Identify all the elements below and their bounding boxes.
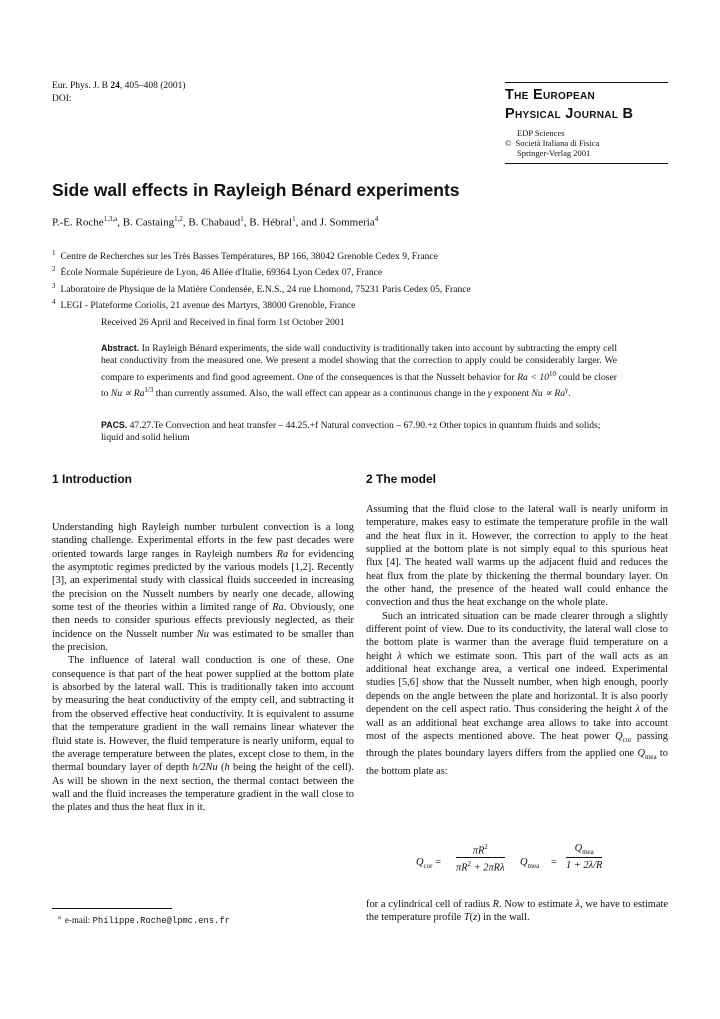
author: B. Chabaud — [188, 216, 241, 229]
model-text-continued — [366, 898, 668, 925]
author: J. Sommeria — [319, 216, 375, 229]
journal-reference: Eur. Phys. J. B 24, 405–408 (2001) DOI: — [52, 81, 186, 104]
abstract-label: Abstract. — [101, 343, 140, 353]
equation-qcor: $Q_{cor}$ = $\pi R^2$ $\pi R^2 + 2\pi R\lambda$ $Q_{mea}$ = $Q_{mea}$ 1 + 2λ/R — [416, 843, 603, 874]
footnote: $^a$ e-mail: Philippe.Roche@lpmc.ens.fr — [58, 914, 230, 926]
journal-title-line1: The European — [505, 87, 596, 103]
email-link[interactable]: Philippe.Roche@lpmc.ens.fr — [92, 916, 230, 926]
copyright-icon: © — [505, 138, 512, 148]
journal-title-line2: Physical Journal B — [505, 106, 634, 122]
affiliation: $^4$ LEGI - Plateforme Coriolis, 21 avenue des Martyrs, 38000 Grenoble, France — [52, 298, 356, 312]
affiliation: $^2$ École Normale Supérieure de Lyon, 46 Allée d'Italie, 69364 Lyon Cedex 07, France — [52, 265, 383, 279]
section-heading-introduction: 1 Introduction — [52, 472, 132, 486]
received-dates: Received 26 April and Received in final form 1st October 2001 — [101, 317, 345, 328]
paragraph: Such an intricated situation can be made clearer through a slightly different point of view. Due to its conductivity, the lateral wall close to the bottom plate is warmer than the average fluid temperature on a height λ which we estimate soon. This part of the wall acts as an additional heat exchange area, a vertical one indeed. Experimental studies [5,6] show that the Nusselt number, when high enough, poorly depends on the angle between the plate and horizontal. It is also poorly dependent on the cell aspect ratio. Thus considering the height λ of the wall as an additional heat exchange area allows to take into account most of the aspects mentioned above. The heat power $Q_{cor}$ passing through the plates boundary layers differs from the applied one $Q_{mea}$ to the bottom plate as: — [366, 610, 669, 777]
model-text — [366, 503, 668, 778]
journal-masthead — [505, 82, 668, 164]
paragraph: The influence of lateral wall conduction is one of these. One consequence is that part of the heat power supplied at the bottom plate is absorbed by the lateral wall. This is traditionally taken into account by measuring the heat conductivity of the empty cell, and subtracting it from the observed effective heat conductivity. It is equivalent to assume that the temperature gradient in the wall remains linear whatever the fluid state is. However, the fluid temperature is nearly uniform, equal to the average temperature between the plates, except close to them, in the thermal boundary layer of depth h/2Nu (h being the height of the cell). As will be shown in the next section, the thermal contact between the wall and the fluid increases the temperature gradient in the wall close to the plates and thus the heat flux in it. — [52, 655, 354, 814]
footnote-divider — [52, 908, 172, 909]
publishers: EDP Sciences © Società Italiana di Fisica Springer-Verlag 2001 — [505, 128, 600, 158]
abstract: Abstract. In Rayleigh Bénard experiments, the side wall conductivity is traditionally taken into account by subtracting the empty cell heat conductivity from the measured one. We present a model showing that the correction to apply could be considerably larger. We compare to experiments and find good agreement. One of the consequences is that the Nusselt behavior for $Ra < 10^{10}$ could be closer to $Nu \propto Ra^{1/3}$ than currently assumed. Also, the wall effect can appear as a continuous change in the γ exponent $Nu \propto Ra^\gamma$. — [101, 343, 617, 400]
section-heading-model: 2 The model — [366, 472, 437, 486]
affiliations — [52, 247, 471, 313]
paragraph: for a cylindrical cell of radius R. Now to estimate λ, we have to estimate the temperature profile T(z) in the wall. — [366, 899, 668, 924]
author-list: P.-E. Roche$^{1,3,a}$, B. Castaing$^{1,2}$, B. Chabaud$^1$, B. Hébral$^1$, and J. Sommeria$^4$ — [52, 215, 379, 229]
affiliation: $^3$ Laboratoire de Physique de la Matière Condensée, E.N.S., 24 rue Lhomond, 75231 Paris Cedex 05, France — [52, 281, 471, 295]
fraction: $\pi R^2$ $\pi R^2 + 2\pi R\lambda$ — [456, 843, 505, 874]
author: B. Castaing — [122, 216, 175, 229]
pacs-codes: PACS. 47.27.Te Convection and heat transfer – 44.25.+f Natural convection – 67.90.+z Other topics in quantum fluids and solids; liquid and solid helium — [101, 420, 601, 444]
fraction: $Q_{mea}$ 1 + 2λ/R — [566, 843, 603, 872]
introduction-text — [52, 521, 354, 815]
author: P.-E. Roche — [52, 216, 104, 229]
paper-title: Side wall effects in Rayleigh Bénard experiments — [52, 180, 460, 200]
author: B. Hébral — [249, 216, 293, 229]
doi-label: DOI: — [52, 94, 72, 104]
paragraph: Assuming that the fluid close to the lateral wall is nearly uniform in temperature, makes easy to estimate the temperature profile in the wall and the heat flux in it. However, the correction to apply to the heat supplied at the bottom plate is not simply equal to this spurious heat flux [4]. The heated wall warms up the adjacent fluid and reduces the heat flux from the plate by thickening the thermal boundary layer. On the other hand, the presence of the heated wall could enhance the convection and thus the heat exchange on the whole plate. — [366, 504, 668, 609]
affiliation: $^1$ Centre de Recherches sur les Très Basses Températures, BP 166, 38042 Grenoble Cedex 9, France — [52, 249, 438, 263]
pacs-label: PACS. — [101, 420, 128, 430]
paragraph: Understanding high Rayleigh number turbulent convection is a long standing challenge. Experimental efforts in the few past decades were oriented towards large ranges in Rayleigh numbers Ra for evidencing the asymptotic regimes predicted by the various models [1,2]. Recently [3], an experimental study with classical fluids succeeded in increasing the precision on the Nusselt numbers by nearly one decade, allowing some test of the theories within a limited range of Ra. Obviously, one then needs to consider spurious effects previously neglected, as their incidence on the Nusselt number Nu was estimated to be smaller than the precision. — [52, 522, 355, 654]
